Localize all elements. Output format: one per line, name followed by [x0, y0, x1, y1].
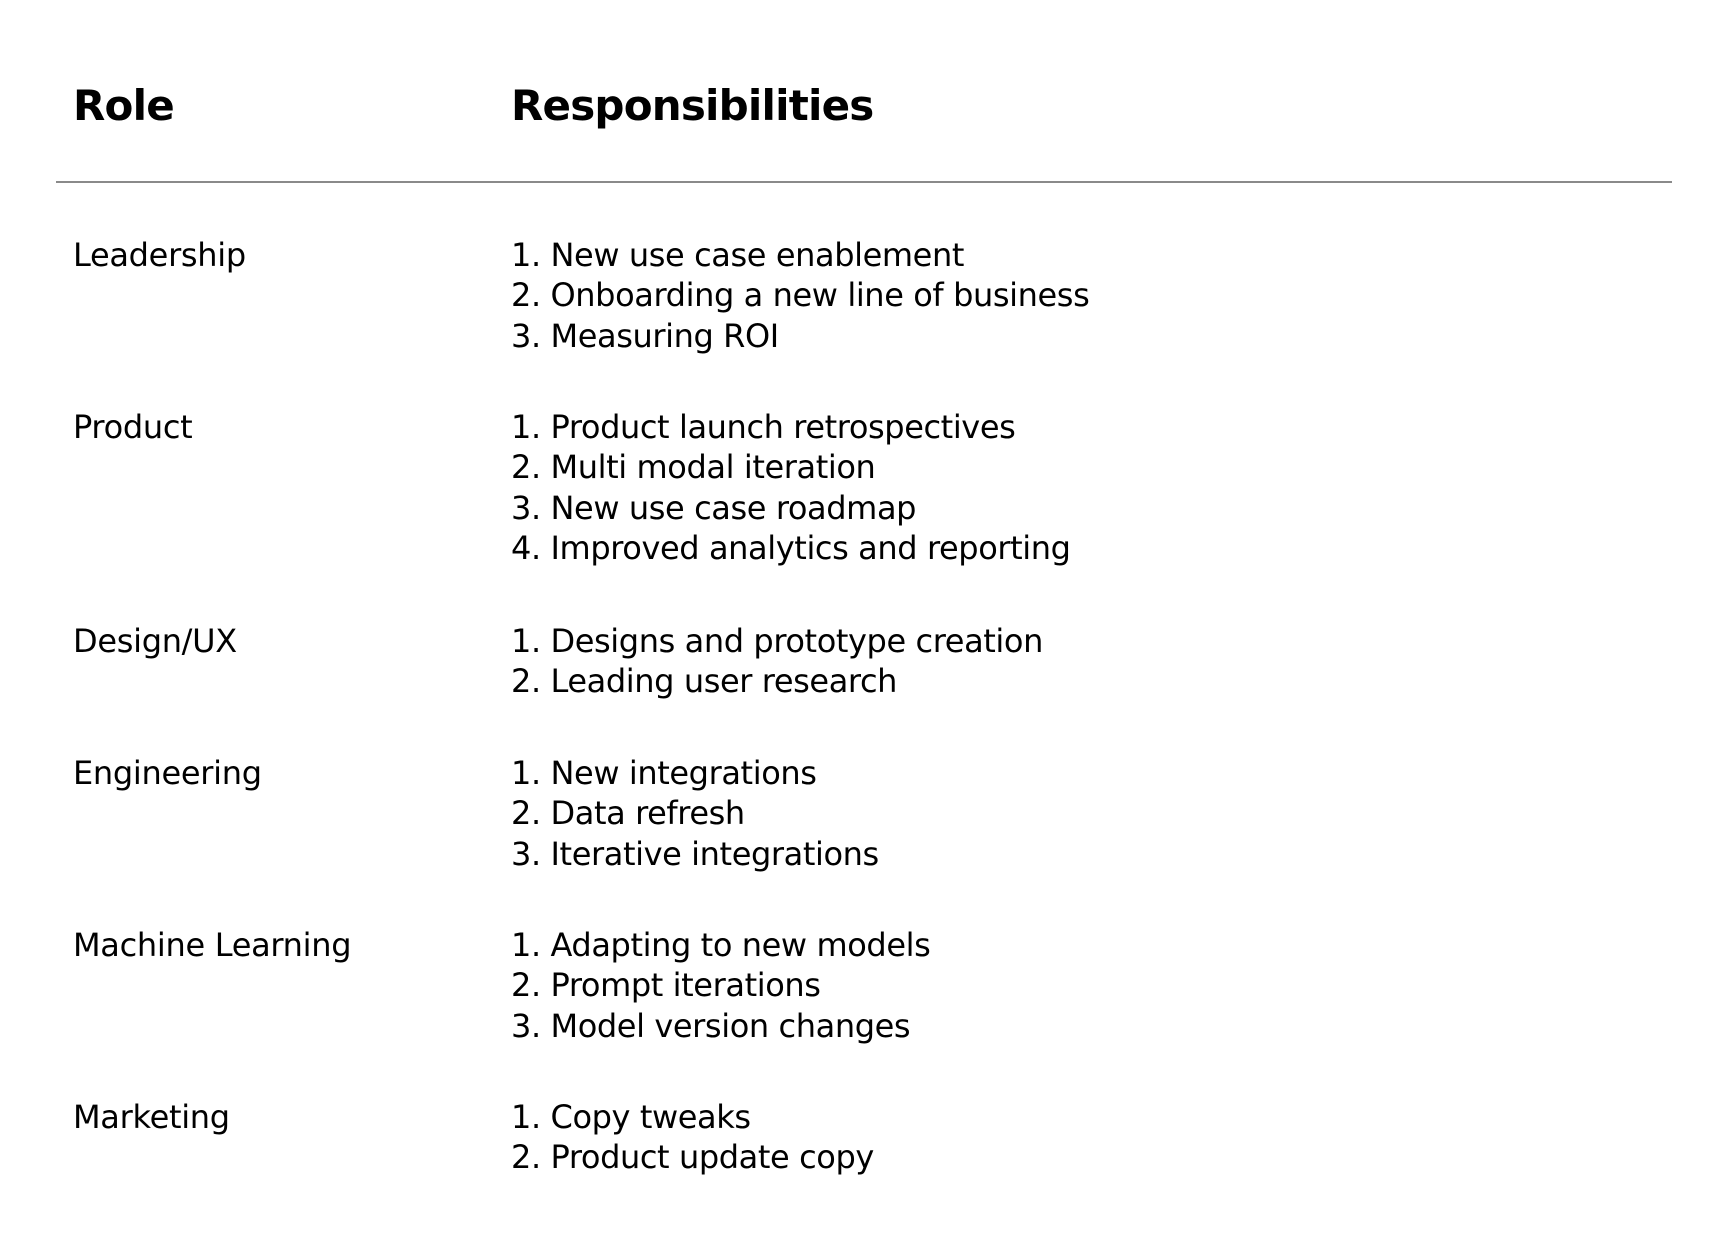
responsibility-item: 1. New use case enablement — [511, 236, 964, 274]
responsibility-item: 2. Onboarding a new line of business — [511, 276, 1090, 315]
responsibility-item: 1. Designs and prototype creation — [511, 622, 1043, 660]
responsibilities-column-header: Responsibilities — [511, 81, 874, 130]
responsibility-item: 2. Product update copy — [511, 1138, 874, 1177]
responsibility-item: 3. Iterative integrations — [511, 834, 879, 873]
responsibilities-list — [511, 407, 1071, 568]
responsibility-item: 2. Leading user research — [511, 662, 898, 701]
role-cell: Leadership — [73, 236, 246, 274]
responsibility-item: 2. Prompt iterations — [511, 966, 821, 1005]
role-cell: Marketing — [73, 1098, 230, 1136]
responsibility-item: 2. Data refresh — [511, 794, 745, 833]
responsibilities-list — [511, 621, 1043, 702]
responsibility-item: 4. Improved analytics and reporting — [511, 528, 1071, 567]
responsibilities-list — [511, 753, 879, 874]
responsibility-item: 2. Multi modal iteration — [511, 448, 876, 487]
responsibilities-list — [511, 235, 1089, 356]
role-cell: Design/UX — [73, 622, 237, 660]
responsibility-item: 3. New use case roadmap — [511, 488, 917, 527]
header-divider — [56, 181, 1672, 183]
role-cell: Product — [73, 408, 193, 446]
responsibilities-list — [511, 1097, 874, 1178]
role-column-header: Role — [73, 81, 174, 130]
responsibility-item: 1. Product launch retrospectives — [511, 408, 1016, 446]
responsibility-item: 1. Copy tweaks — [511, 1098, 751, 1136]
responsibility-item: 1. New integrations — [511, 754, 817, 792]
responsibility-item: 3. Model version changes — [511, 1006, 911, 1045]
responsibility-item: 3. Measuring ROI — [511, 316, 779, 355]
table-header — [0, 0, 1722, 184]
role-cell: Engineering — [73, 754, 262, 792]
role-cell: Machine Learning — [73, 926, 352, 964]
responsibilities-list — [511, 925, 930, 1046]
responsibility-item: 1. Adapting to new models — [511, 926, 931, 964]
